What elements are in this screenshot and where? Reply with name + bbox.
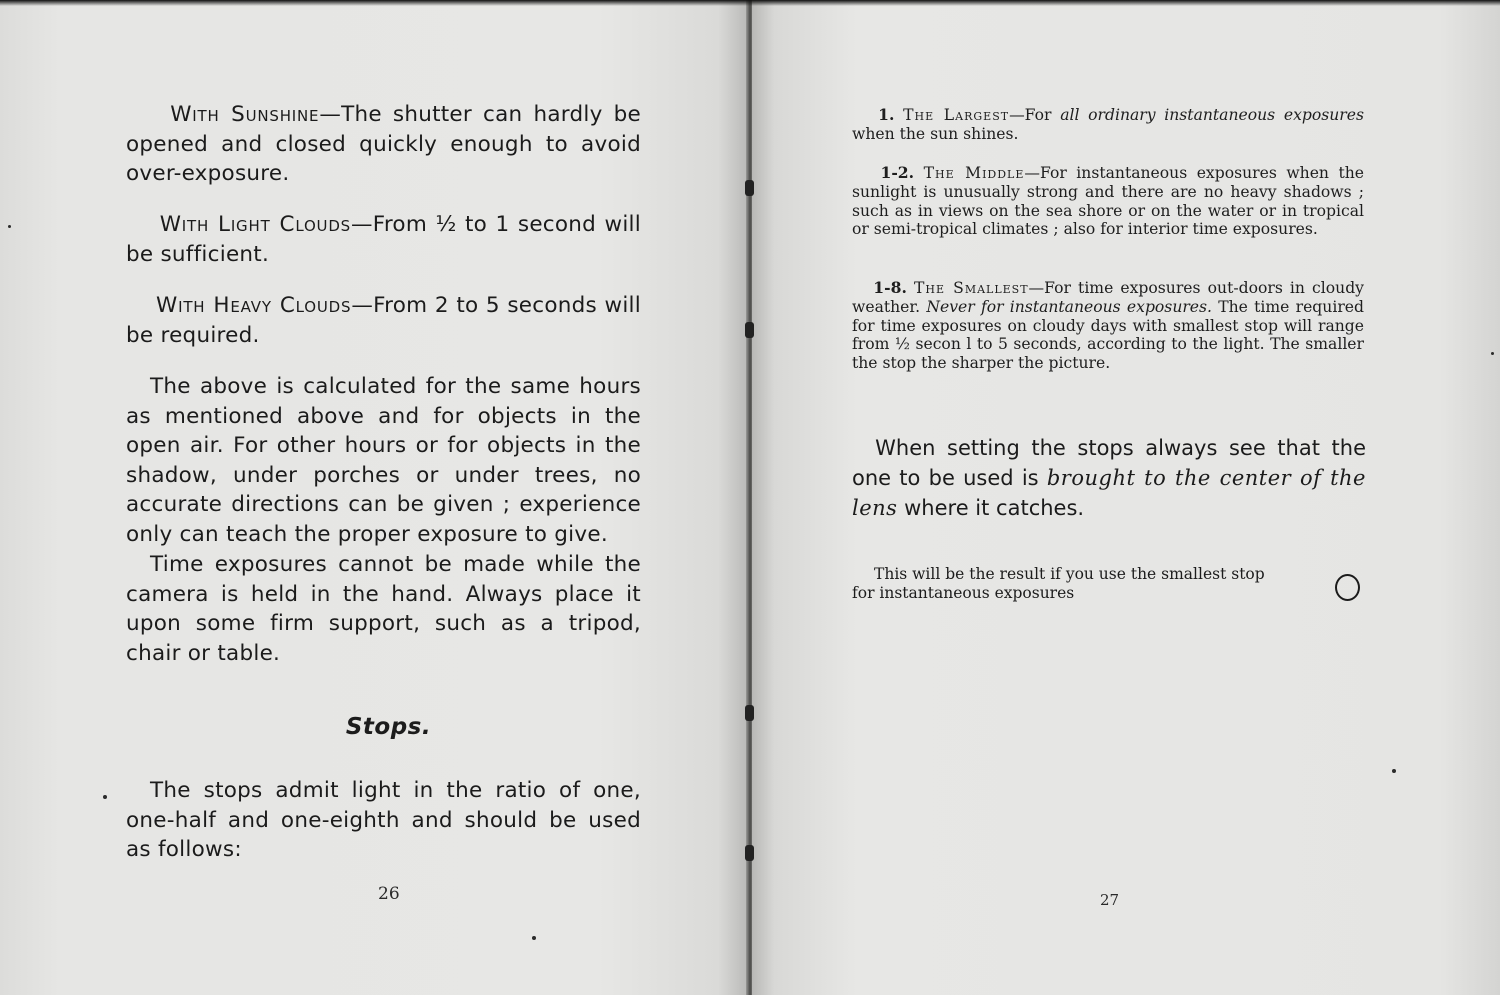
when-setting-italic: brought to the center of the lens <box>852 466 1366 520</box>
page-number-left: 26 <box>378 884 400 904</box>
paper-speck <box>8 225 11 228</box>
result-caption-line1: This will be the result if you use the smallest stop <box>874 565 1265 583</box>
paper-speck <box>1491 352 1494 355</box>
stop-smallest-italic: Never for instantaneous exposures. <box>926 297 1212 316</box>
binding-staple-lower <box>745 705 754 721</box>
when-setting-paragraph <box>852 433 1366 523</box>
stop-largest-dash: —For <box>1009 106 1061 124</box>
left-page <box>0 0 748 995</box>
when-setting-text: When setting the stops always see that the one to be used is <box>852 436 1366 490</box>
stops-intro-paragraph: The stops admit light in the ratio of one, one-half and one-eighth and should be used as follows: <box>126 778 641 863</box>
smallest-stop-circle-icon <box>1335 574 1360 601</box>
stop-largest-rest: when the sun shines. <box>852 124 1019 143</box>
paper-speck <box>103 795 107 799</box>
binding-staple-bottom <box>745 845 754 861</box>
stop-smallest-text: —For time exposures out-doors in cloudy weather. <box>852 279 1364 316</box>
heavy-clouds-paragraph <box>126 291 641 350</box>
paper-speck <box>1392 769 1396 773</box>
sunshine-label: With Sunshine <box>170 102 320 127</box>
stop-largest-number: 1. <box>878 105 895 124</box>
result-caption-line2: for instantaneous exposures <box>852 584 1075 602</box>
page-number-right: 27 <box>1100 891 1120 909</box>
stop-smallest-label: The Smallest <box>914 279 1029 297</box>
stops-heading: Stops. <box>345 714 432 740</box>
result-caption <box>852 565 1342 603</box>
stop-largest-entry <box>852 106 1364 144</box>
stop-middle-number: 1-2. <box>880 163 915 182</box>
stop-middle-label: The Middle <box>923 164 1025 182</box>
stop-largest-label: The Largest <box>903 106 1010 124</box>
stop-largest-italic: all ordinary instantaneous exposures <box>1060 106 1364 124</box>
calculation-paragraph: The above is calculated for the same hours as mentioned above and for objects in the open air. For other hours or for objects in the shadow, under porches or under trees, no accurate directions can be given ; experience only can teach the proper exposure to give. <box>126 374 641 547</box>
light-clouds-label: With Light Clouds <box>159 212 352 237</box>
stop-middle-entry <box>852 164 1364 239</box>
stop-smallest-number: 1-8. <box>873 278 907 297</box>
light-clouds-text: —From ½ to 1 second will be sufficient. <box>126 212 641 267</box>
binding-staple-upper <box>745 322 754 338</box>
time-exposure-paragraph: Time exposures cannot be made while the camera is held in the hand. Always place it upon some firm support, such as a tripod, chair or table. <box>126 552 641 666</box>
binding-staple-top <box>745 180 754 196</box>
top-shadow <box>0 0 1500 6</box>
heavy-clouds-label: With Heavy Clouds <box>156 293 352 318</box>
paper-speck <box>532 936 536 940</box>
stop-smallest-entry <box>852 279 1364 373</box>
sunshine-paragraph <box>126 100 641 189</box>
stop-middle-text: —For instantaneous exposures when the sunlight is unusually strong and there are no heavy shadows ; such as in views on the sea shore or on the water or in tropical or semi-tropical climates ; also for interior time exposures. <box>852 164 1365 239</box>
sunshine-text: —The shutter can hardly be opened and closed quickly enough to avoid over-exposure. <box>126 102 642 187</box>
when-setting-rest: where it catches. <box>897 496 1085 520</box>
light-clouds-paragraph <box>126 210 641 269</box>
stop-smallest-rest: The time required for time exposures on cloudy days with smallest stop will range from ½ secon l to 5 seconds, according to the light. The smaller the stop the sharper the picture. <box>852 297 1364 373</box>
heavy-clouds-text: —From 2 to 5 seconds will be required. <box>126 293 641 348</box>
